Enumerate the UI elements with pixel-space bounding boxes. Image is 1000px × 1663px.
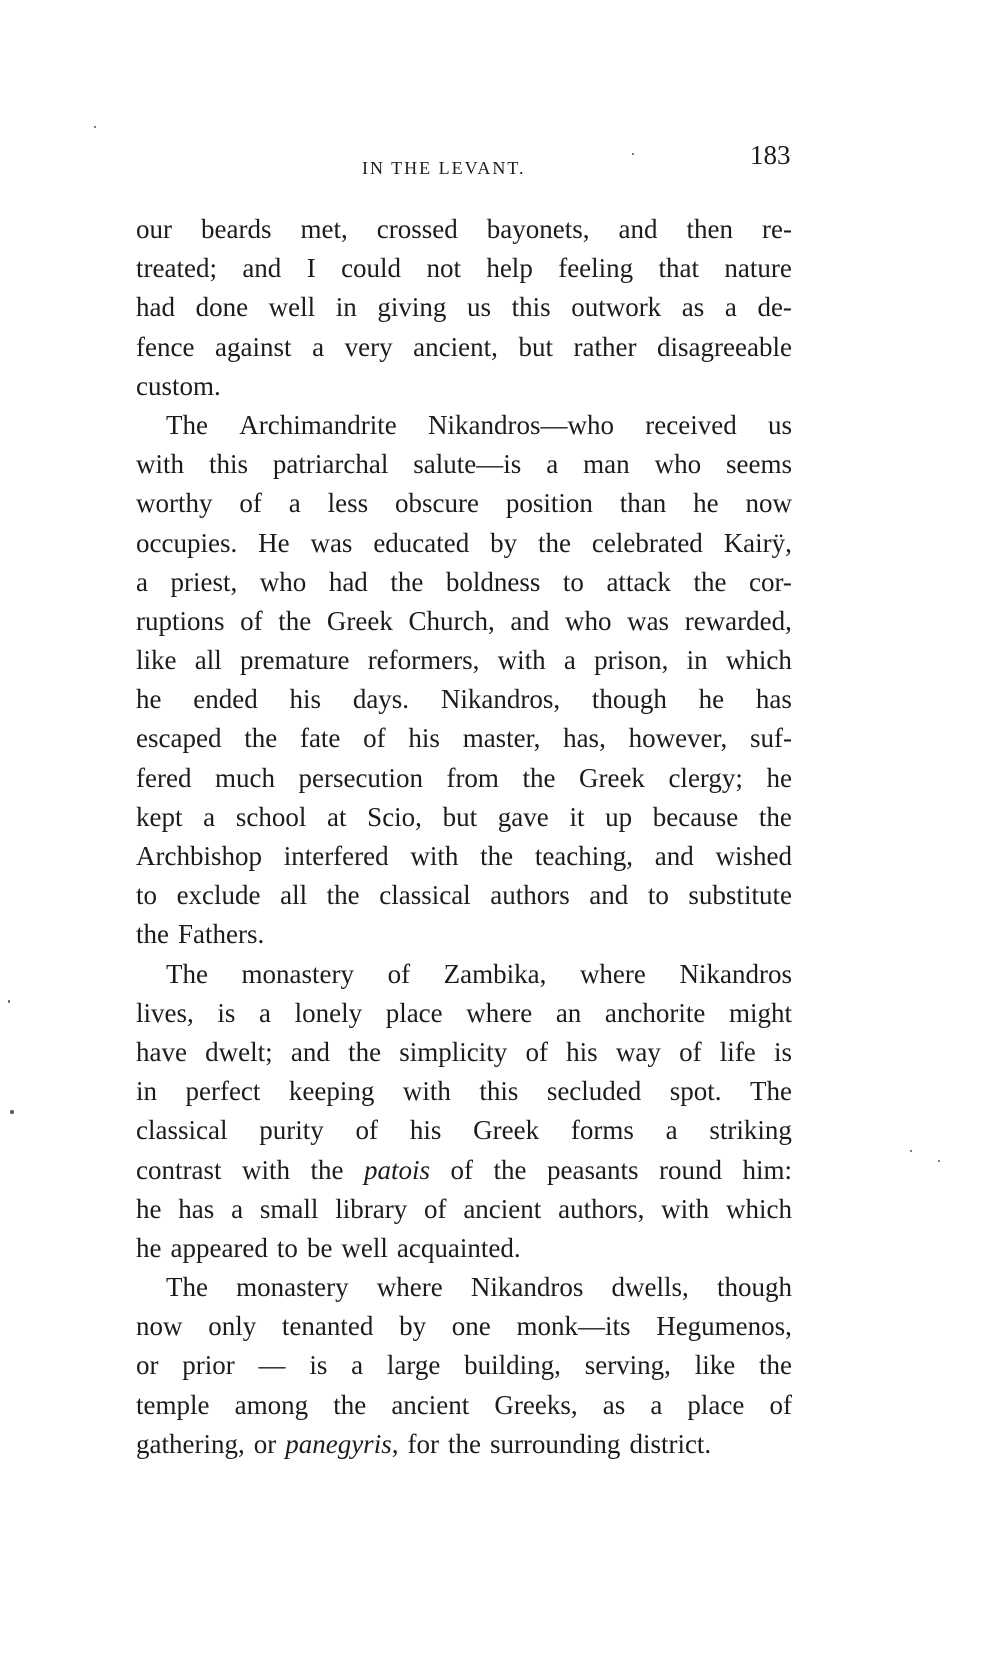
text-line: kept a school at Scio, but gave it up because the [136,801,792,832]
page-number: 183 [750,140,791,170]
text-line: had done well in giving us this outwork as a de- [136,292,792,323]
text-line: have dwelt; and the simplicity of his way of life is [136,1036,792,1067]
print-speck [910,1150,912,1152]
text-line: like all premature reformers, with a prison, in which [136,645,792,676]
text-line: gathering, or panegyris, for the surrounding district. [136,1428,712,1459]
print-speck [10,1110,14,1114]
text-line: with this patriarchal salute—is a man who seems [136,449,792,480]
text-line: now only tenanted by one monk—its Hegumenos, [136,1311,792,1342]
text-line: custom. [136,370,221,401]
text-line: The monastery of Zambika, where Nikandros [166,958,792,989]
text-line: temple among the ancient Greeks, as a place of [136,1389,792,1420]
text-line: or prior — is a large building, serving, like the [136,1350,792,1381]
text-line: he appeared to be well acquainted. [136,1232,521,1263]
text-line: The Archimandrite Nikandros—who received us [166,409,792,440]
print-speck [632,153,634,155]
text-line: Archbishop interfered with the teaching, and wished [136,841,792,871]
text-line: classical purity of his Greek forms a striking [136,1115,792,1146]
running-head: IN THE LEVANT. [362,158,526,178]
text-line: fered much persecution from the Greek clergy; he [136,762,792,793]
text-line: worthy of a less obscure position than he now [136,488,792,519]
text-line: he has a small library of ancient authors, with which [136,1193,792,1224]
text-line: lives, is a lonely place where an anchorite might [136,997,792,1028]
text-line: treated; and I could not help feeling that nature [136,253,792,284]
text-line: fence against a very ancient, but rather disagreeable [136,331,792,362]
text-line: in perfect keeping with this secluded spot. The [136,1076,792,1107]
text-line: The monastery where Nikandros dwells, though [166,1272,792,1303]
text-line: the Fathers. [136,919,265,950]
print-speck [8,1000,10,1003]
text-line: occupies. He was educated by the celebrated Kairÿ, [136,527,792,558]
text-line: escaped the fate of his master, has, however, suf- [136,723,792,754]
body-text [136,210,792,1464]
text-line: ruptions of the Greek Church, and who was rewarded, [136,605,792,636]
text-line: to exclude all the classical authors and to substitute [136,880,792,911]
text-line: contrast with the patois of the peasants round him: [136,1154,792,1185]
text-line: he ended his days. Nikandros, though he has [136,684,792,715]
text-line: our beards met, crossed bayonets, and then re- [136,214,792,244]
print-speck [938,1160,940,1162]
print-speck [94,126,96,128]
text-line: a priest, who had the boldness to attack the cor- [136,566,792,597]
